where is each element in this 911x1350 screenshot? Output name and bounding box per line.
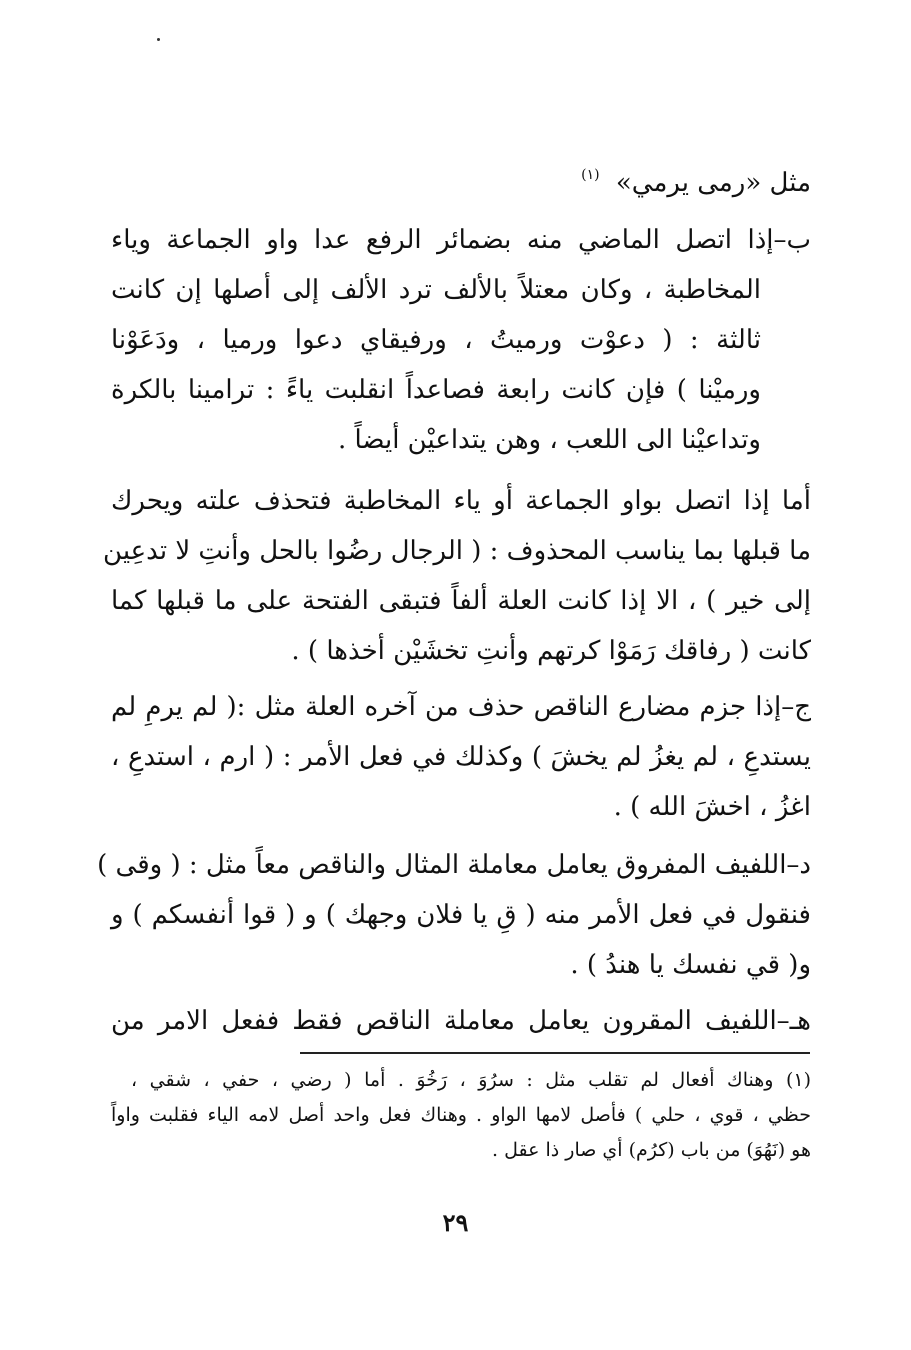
footnote-reference: (١) xyxy=(581,167,600,183)
paragraph-line: كانت ( رفاقك رَمَوْا كرتهم وأنتِ تخشَيْن أخذها ) . xyxy=(291,636,811,666)
heading-text: مثل «رمى يرمي» xyxy=(615,168,811,198)
paragraph-line: وتداعيْنا الى اللعب ، وهن يتداعيْن أيضاً . xyxy=(337,425,761,455)
paragraph-line: إلى خير ) ، الا إذا كانت العلة ألفاً فتبقى الفتحة على ما قبلها كما xyxy=(111,586,811,616)
paragraph-line: اغزُ ، اخشَ الله ) . xyxy=(613,792,811,822)
paragraph-line: د–اللفيف المفروق يعامل معاملة المثال والناقص معاً مثل : ( وقى ) xyxy=(97,850,811,880)
paragraph-line: ب–إذا اتصل الماضي منه بضمائر الرفع عدا واو الجماعة وياء xyxy=(111,225,811,255)
paragraph-line: ثالثة : ( دعوْت ورميتُ ، ورفيقاي دعوا ورميا ، ودَعَوْنا xyxy=(111,325,761,355)
page-number: ٢٩ xyxy=(442,1208,469,1237)
footnote-line: حظي ، قوي ، حلي ) فأصل لامها الواو . وهناك فعل واحد أصل لامه الياء فقلبت واواً xyxy=(111,1104,811,1126)
scan-speck xyxy=(157,38,160,41)
footnote-line: هو (نَهُوَ) من باب (كرُم) أي صار ذا عقل . xyxy=(492,1139,811,1161)
paragraph-line: و( قي نفسك يا هندُ ) . xyxy=(570,950,811,980)
footnote-separator xyxy=(300,1052,810,1054)
paragraph-line: ج–إذا جزم مضارع الناقص حذف من آخره العلة مثل :( لم يرمِ لم xyxy=(111,692,811,722)
paragraph-line: ورميْنا ) فإن كانت رابعة فصاعداً انقلبت ياءً : ترامينا بالكرة xyxy=(111,375,761,405)
paragraph-line: هـ–اللفيف المقرون يعامل معاملة الناقص فقط ففعل الامر من xyxy=(111,1006,811,1036)
footnote-line: (١) وهناك أفعال لم تقلب مثل : سرُوَ ، رَخُوَ . أما ( رضي ، حفي ، شقي ، xyxy=(131,1069,811,1091)
paragraph-line: المخاطبة ، وكان معتلاً بالألف ترد الألف إلى أصلها إن كانت xyxy=(111,275,761,305)
paragraph-line: فنقول في فعل الأمر منه ( قِ يا فلان وجهك ) و ( قوا أنفسكم ) و xyxy=(111,900,811,930)
paragraph-line: أما إذا اتصل بواو الجماعة أو ياء المخاطبة فتحذف علته ويحرك xyxy=(111,486,811,516)
section-heading xyxy=(581,160,811,198)
paragraph-line: ما قبلها بما يناسب المحذوف : ( الرجال رضُوا بالحل وأنتِ لا تدعِين xyxy=(103,536,811,566)
paragraph-line: يستدعِ ، لم يغزُ لم يخشَ ) وكذلك في فعل الأمر : ( ارم ، استدعِ ، xyxy=(111,742,811,772)
